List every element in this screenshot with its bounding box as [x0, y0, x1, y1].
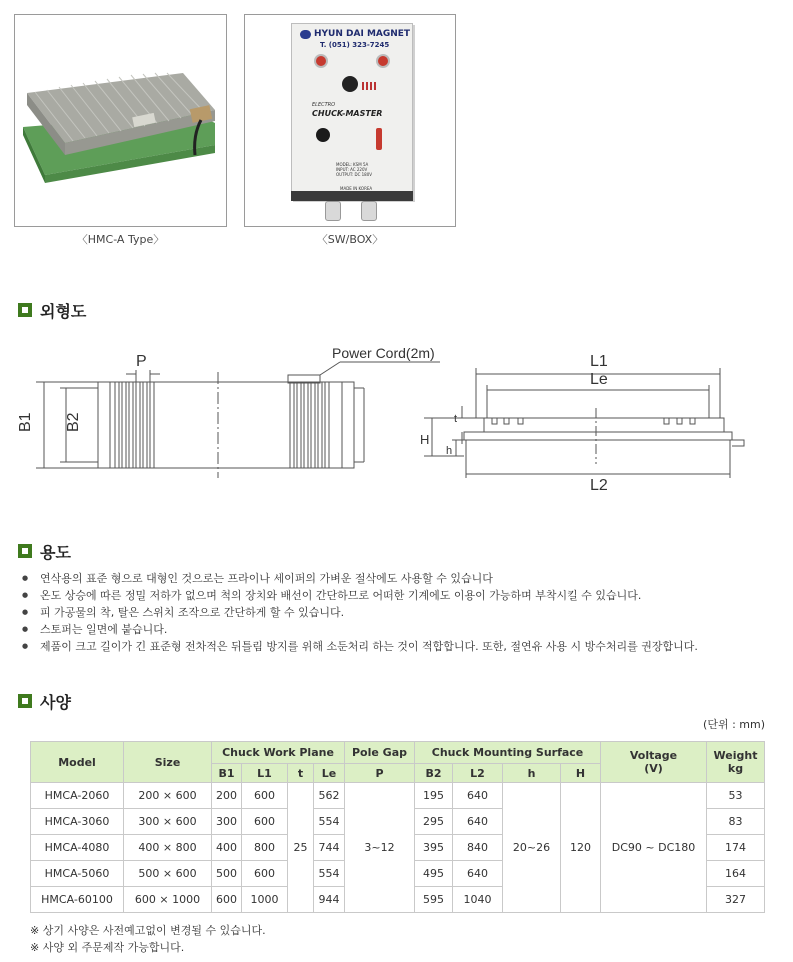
cell-voltage-shared: DC90 ~ DC180: [601, 783, 707, 913]
cell-l1: 800: [242, 835, 288, 861]
label-t: t: [454, 413, 458, 425]
spec-section-title: [18, 691, 71, 711]
swbox-caption: 〈SW/BOX〉: [316, 233, 384, 246]
swbox-bottom-plate: [291, 191, 413, 201]
swbox-dial-scale: [362, 82, 378, 90]
swbox-phone: T. (051) 323-7245: [320, 41, 390, 49]
table-row: [31, 783, 765, 809]
cell-l2: 640: [453, 861, 503, 887]
cell-le: 744: [314, 835, 345, 861]
cell-l1: 600: [242, 809, 288, 835]
th-t: t: [288, 764, 314, 783]
usage-list: [22, 570, 698, 655]
spec-table: [30, 741, 765, 913]
spec-title-text: 사양: [40, 692, 71, 712]
spec-notes: [30, 922, 266, 956]
usage-section-title: [18, 541, 71, 561]
th-l1: L1: [242, 764, 288, 783]
cell-b1: 500: [212, 861, 242, 887]
cell-t-shared: 25: [288, 783, 314, 913]
cell-h-shared: 120: [561, 783, 601, 913]
swbox-logo-icon: [300, 30, 311, 39]
swbox-dial-knob: [342, 76, 358, 92]
top-view-poles-left: [115, 382, 154, 468]
th-pole-gap: Pole Gap: [345, 742, 415, 764]
swbox-brand: HYUN DAI MAGNET: [314, 29, 411, 39]
cell-le: 554: [314, 861, 345, 887]
swbox-lamp-left: [314, 54, 328, 68]
cell-weight: 174: [707, 835, 765, 861]
label-b2: B2: [65, 412, 82, 432]
top-view-poles-right: [290, 382, 329, 468]
outline-title-text: 외형도: [40, 301, 87, 321]
cell-le: 554: [314, 809, 345, 835]
cell-l2: 840: [453, 835, 503, 861]
label-b1: B1: [17, 412, 34, 432]
swbox-electro: ELECTRO: [312, 102, 336, 108]
th-b2: B2: [415, 764, 453, 783]
label-h: H: [420, 432, 430, 447]
side-view-base: [464, 432, 732, 440]
swbox-photo-frame: [244, 14, 456, 227]
cell-b1: 300: [212, 809, 242, 835]
outline-section-title: [18, 300, 86, 320]
usage-item: ● 스토퍼는 일면에 붙습니다.: [22, 621, 698, 638]
cell-b2: 595: [415, 887, 453, 913]
cell-b2: 195: [415, 783, 453, 809]
cell-weight: 327: [707, 887, 765, 913]
note-line: ※ 상기 사양은 사전예고없이 변경될 수 있습니다.: [30, 924, 266, 937]
th-weight-label: Weight: [713, 749, 758, 762]
swbox-image: [291, 23, 413, 200]
swbox-input-line: INPUT: AC 220V: [336, 167, 368, 172]
label-l2: L2: [590, 477, 608, 494]
cell-h-small-shared: 20~26: [503, 783, 561, 913]
label-h-small: h: [446, 445, 453, 457]
cell-le: 562: [314, 783, 345, 809]
cell-l2: 640: [453, 809, 503, 835]
th-l2: L2: [453, 764, 503, 783]
cell-l2: 640: [453, 783, 503, 809]
side-view-top-plate: [484, 418, 724, 432]
th-b1: B1: [212, 764, 242, 783]
cell-b2: 495: [415, 861, 453, 887]
usage-item: ● 제품이 크고 길이가 긴 표준형 전차적은 뒤틀림 방지를 위해 소둔처리 하는 것이 적합합니다. 또한, 절연유 사용 시 방수처리를 권장합니다.: [22, 638, 698, 655]
cell-model: HMCA-3060: [31, 809, 124, 835]
hmc-a-caption: 〈HMC-A Type〉: [76, 233, 165, 246]
th-model: Model: [31, 742, 124, 783]
cell-model: HMCA-60100: [31, 887, 124, 913]
swbox-model-line: MODEL: KSM 5A: [336, 162, 369, 167]
cell-size: 300 × 600: [124, 809, 212, 835]
swbox-switch-knob: [316, 128, 330, 142]
cell-b2: 295: [415, 809, 453, 835]
hmc-a-chuck-image: [15, 15, 226, 226]
th-voltage: [601, 742, 707, 783]
cell-model: HMCA-5060: [31, 861, 124, 887]
cell-b1: 200: [212, 783, 242, 809]
th-work-plane: Chuck Work Plane: [212, 742, 345, 764]
label-power-cord: Power Cord(2m): [332, 345, 435, 361]
th-voltage-unit: (V): [644, 762, 663, 775]
cell-size: 600 × 1000: [124, 887, 212, 913]
cell-p-shared: 3~12: [345, 783, 415, 913]
cell-l1: 600: [242, 861, 288, 887]
th-h-small: h: [503, 764, 561, 783]
cell-weight: 164: [707, 861, 765, 887]
cell-l2: 1040: [453, 887, 503, 913]
swbox-lamp-right: [376, 54, 390, 68]
label-p: P: [136, 353, 147, 370]
note-line: ※ 사양 외 주문제작 가능합니다.: [30, 941, 185, 954]
hmc-a-photo-frame: [14, 14, 227, 227]
usage-item: ● 피 가공물의 착, 탈은 스위치 조작으로 간단하게 할 수 있습니다.: [22, 604, 698, 621]
cell-size: 200 × 600: [124, 783, 212, 809]
th-voltage-label: Voltage: [629, 749, 678, 762]
usage-title-text: 용도: [40, 542, 71, 562]
cell-b1: 400: [212, 835, 242, 861]
cell-weight: 83: [707, 809, 765, 835]
swbox-output-line: OUTPUT: DC 180V: [336, 172, 372, 177]
swbox-toggle: [376, 128, 382, 150]
th-size: Size: [124, 742, 212, 783]
cell-le: 944: [314, 887, 345, 913]
usage-item: ● 연삭용의 표준 형으로 대형인 것으로는 프라이나 세이퍼의 가벼운 절삭에도 사용할 수 있습니다: [22, 570, 698, 587]
section-square-icon: [18, 303, 32, 317]
th-p: P: [345, 764, 415, 783]
spec-unit: (단위 : mm): [703, 718, 765, 731]
cell-b2: 395: [415, 835, 453, 861]
label-l1: L1: [590, 353, 608, 370]
swbox-gland-left: [325, 201, 341, 221]
cell-l1: 1000: [242, 887, 288, 913]
th-h: H: [561, 764, 601, 783]
th-weight-unit: kg: [727, 762, 744, 775]
section-square-icon: [18, 694, 32, 708]
outline-drawing: [0, 340, 793, 500]
th-le: Le: [314, 764, 345, 783]
cell-size: 500 × 600: [124, 861, 212, 887]
cell-l1: 600: [242, 783, 288, 809]
top-view-left-end: [98, 382, 110, 468]
swbox-product: CHUCK-MASTER: [312, 109, 383, 118]
swbox-made: MADE IN KOREA: [340, 186, 373, 191]
swbox-gland-right: [361, 201, 377, 221]
cell-size: 400 × 800: [124, 835, 212, 861]
cell-model: HMCA-2060: [31, 783, 124, 809]
cell-model: HMCA-4080: [31, 835, 124, 861]
top-view-right-end: [342, 382, 354, 468]
cell-weight: 53: [707, 783, 765, 809]
usage-item: ● 온도 상승에 따른 정밀 저하가 없으며 척의 장치와 배선이 간단하므로 어떠한 기계에도 이용이 가능하며 부착시킬 수 있습니다.: [22, 587, 698, 604]
th-weight: [707, 742, 765, 783]
section-square-icon: [18, 544, 32, 558]
label-le: Le: [590, 371, 608, 388]
th-mounting: Chuck Mounting Surface: [415, 742, 601, 764]
cell-b1: 600: [212, 887, 242, 913]
